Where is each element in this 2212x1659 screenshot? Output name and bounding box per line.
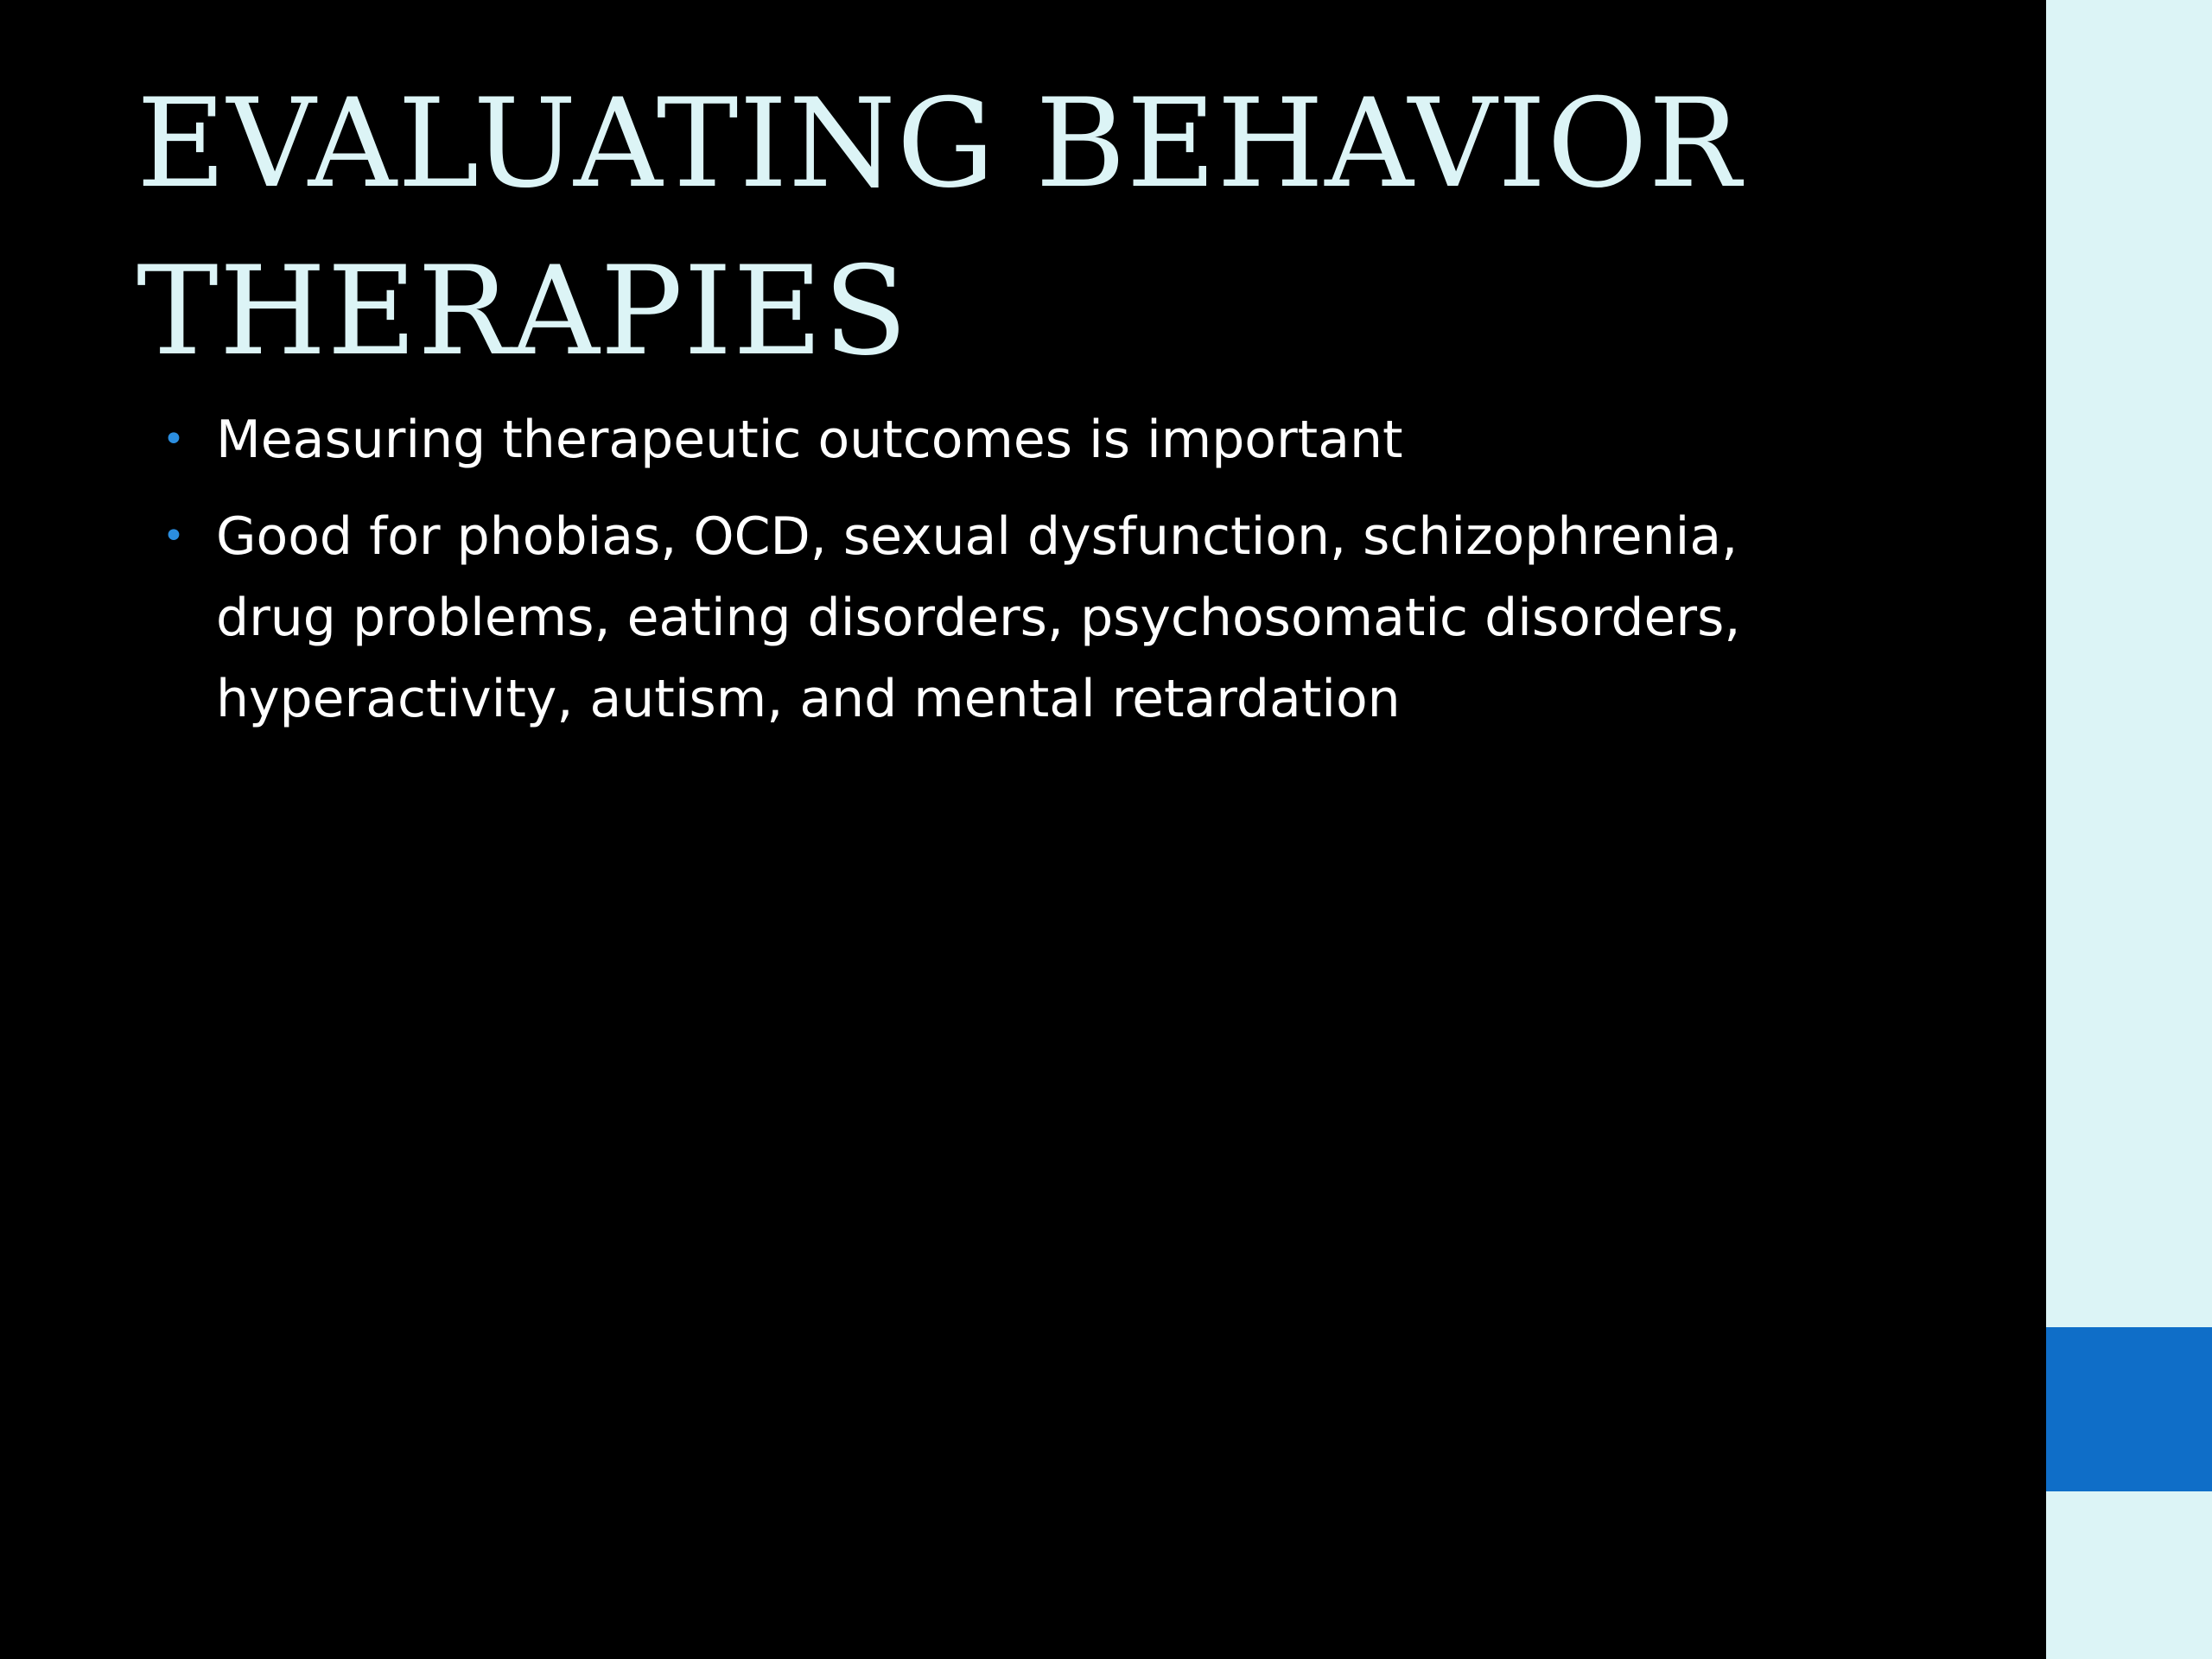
- bullet-dot-icon: •: [162, 514, 185, 558]
- bullet-text-line: hyperactivity, autism, and mental retardation: [216, 669, 1401, 729]
- slide-title-line-1: EVALUATING BEHAVIOR: [137, 73, 1742, 215]
- bullet-text-line: Measuring therapeutic outcomes is important: [216, 410, 1403, 470]
- side-accent-block: [2046, 1327, 2212, 1491]
- slide-title-line-2: THERAPIES: [137, 240, 909, 383]
- bullet-list: [156, 399, 1884, 740]
- bullet-dot-icon: •: [162, 417, 185, 461]
- slide-title: [137, 60, 1994, 396]
- bullet-text-line: Good for phobias, OCD, sexual dysfunction, schizophrenia,: [216, 506, 1738, 567]
- bullet-item: [156, 496, 1884, 740]
- bullet-text-line: drug problems, eating disorders, psychosomatic disorders,: [216, 588, 1741, 648]
- bullet-item: [156, 399, 1884, 480]
